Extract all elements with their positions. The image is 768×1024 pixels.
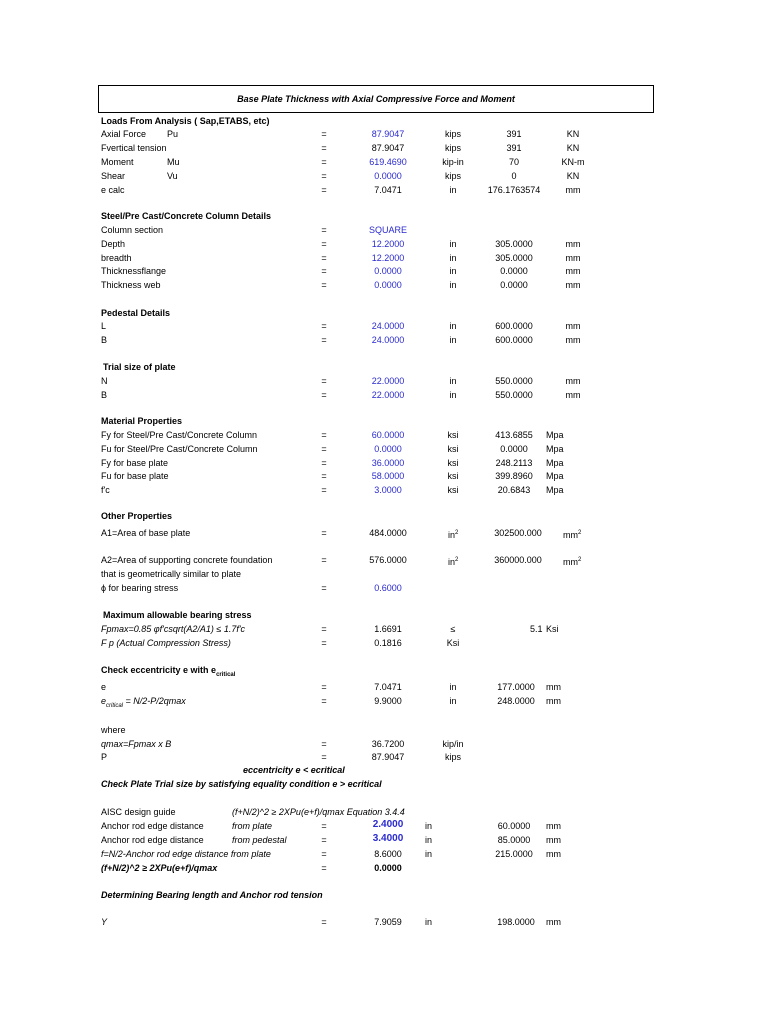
row-value: 87.9047 [371,129,405,139]
row-si-value: 305.0000 [495,239,533,249]
f-si-unit: mm [546,849,561,859]
limit-unit: Ksi [546,624,559,634]
row-label: B [101,335,108,345]
a1-value: 484.0000 [369,528,407,538]
rod-plate-unit: in [425,821,433,831]
row-si-unit: mm [565,376,581,386]
section-pedestal: Pedestal Details [101,308,171,318]
row-label: Fvertical tension [101,143,167,153]
equals-sign: = [321,266,327,276]
equals-sign: = [321,239,327,249]
ecritical-unit: in [449,696,457,706]
p-unit: kips [444,752,462,762]
y-si-unit: mm [546,917,561,927]
p-label: P [101,752,108,762]
equals-sign: = [321,171,327,181]
a2-unit: $in^2$ [448,557,459,567]
row-si-value: 399.8960 [495,471,533,481]
a1-unit: $in^2$ [448,530,459,540]
equals-sign: = [321,444,327,454]
equals-sign: = [321,376,327,386]
equals-sign: = [321,471,327,481]
y-si-value: 198.0000 [497,917,535,927]
row-value: 87.9047 [371,143,405,153]
row-value: 3.0000 [374,485,402,495]
e-label: e [101,682,107,692]
row-si-unit: mm [565,335,581,345]
a2-label-line2: that is geometrically similar to plate [101,569,242,579]
rod-plate-si-unit: mm [546,821,561,831]
row-unit: kips [444,143,462,153]
a2-label: A2=Area of supporting concrete foundation [101,555,273,565]
y-unit: in [425,917,433,927]
rod-pedestal-si-unit: mm [546,835,561,845]
row-unit: in [449,185,457,195]
e-si-unit: mm [546,682,561,692]
row-si-value: 0.0000 [500,266,528,276]
row-value: 12.2000 [371,253,405,263]
row-value: 22.0000 [371,376,405,386]
row-value: 58.0000 [371,471,405,481]
y-label: Y [101,917,108,927]
equals-sign: = [321,849,327,859]
row-si-unit: mm [565,390,581,400]
row-si-unit: mm [565,253,581,263]
qmax-unit: kip/in [442,739,464,749]
ecritical-value: 9.9000 [374,696,402,706]
equals-sign: = [321,225,327,235]
a2-value: 576.0000 [369,555,407,565]
row-si-value: 0.0000 [500,280,528,290]
rod-pedestal-unit: in [425,835,433,845]
qmax-label: qmax=Fpmax x B [101,739,172,749]
row-si-value: 0.0000 [500,444,528,454]
a1-si-unit: $mm^2$ [563,530,582,540]
row-si-value: 550.0000 [495,376,533,386]
row-si-value: 248.2113 [495,458,533,468]
fp-value: 0.1816 [374,638,402,648]
f-unit: in [425,849,433,859]
fp-label: F p (Actual Compression Stress) [101,638,231,648]
row-unit: kip-in [442,157,464,167]
equals-sign: = [321,583,327,593]
row-label: f'c [101,485,110,495]
equals-sign: = [321,863,327,873]
row-unit: in [449,390,457,400]
row-si-unit: Mpa [546,471,564,481]
row-symbol: Vu [167,171,178,181]
row-label: N [101,376,108,386]
row-label: Fu for Steel/Pre Cast/Concrete Column [101,444,258,454]
equals-sign: = [321,458,327,468]
row-si-value: 550.0000 [495,390,533,400]
eccentricity-result: eccentricity e < ecritical [243,765,345,775]
aisc-label: AISC design guide [101,807,176,817]
row-si-unit: KN-m [561,157,585,167]
row-unit: in [449,280,457,290]
phi-value: 0.6000 [374,583,402,593]
row-si-unit: Mpa [546,430,564,440]
row-si-unit: Mpa [546,485,564,495]
equals-sign: = [321,143,327,153]
equals-sign: = [321,129,327,139]
fpmax-value: 1.6691 [374,624,402,634]
rod-plate-label: Anchor rod edge distance [101,821,204,831]
equals-sign: = [321,835,327,845]
row-unit: kips [444,129,462,139]
row-si-value: 176.1763574 [487,185,541,195]
equals-sign: = [321,185,327,195]
row-label: Axial Force [101,129,147,139]
section-material: Material Properties [101,416,183,426]
row-value: 7.0471 [374,185,402,195]
row-unit: in [449,239,457,249]
row-label: Depth [101,239,126,249]
row-symbol: Mu [167,157,180,167]
equals-sign: = [321,321,327,331]
row-value: 24.0000 [371,335,405,345]
equals-sign: = [321,485,327,495]
row-label: Fu for base plate [101,471,169,481]
row-label: Thickness web [101,280,161,290]
equals-sign: = [321,917,327,927]
equals-sign: = [321,752,327,762]
row-value: 22.0000 [371,390,405,400]
row-si-value: 391 [506,129,522,139]
row-unit: ksi [447,458,459,468]
rod-pedestal-from: from pedestal [232,835,287,845]
row-label: Fy for Steel/Pre Cast/Concrete Column [101,430,258,440]
row-label: Column section [101,225,164,235]
row-si-value: 600.0000 [495,321,533,331]
rod-plate-value: 2.4000 [372,819,404,830]
equals-sign: = [321,253,327,263]
fpmax-label: Fpmax=0.85 φf'csqrt(A2/A1) ≤ 1.7f'c [101,624,246,634]
row-value: 0.0000 [374,266,402,276]
row-label: L [101,321,107,331]
section-trial: Trial size of plate [103,362,176,372]
row-si-unit: KN [566,143,580,153]
e-si-value: 177.0000 [497,682,535,692]
row-unit: in [449,376,457,386]
phi-label: ϕ for bearing stress [101,583,179,593]
f-si-value: 215.0000 [495,849,533,859]
e-unit: in [449,682,457,692]
rod-plate-si-value: 60.0000 [497,821,531,831]
section-bearing: Maximum allowable bearing stress [103,610,252,620]
equals-sign: = [321,335,327,345]
section-ecc-check: Check eccentricity e with $e_{critical}$ [101,665,236,678]
row-si-value: 305.0000 [495,253,533,263]
row-value: 0.0000 [374,280,402,290]
equals-sign: = [321,280,327,290]
row-unit: kips [444,171,462,181]
equals-sign: = [321,528,327,538]
rod-pedestal-label: Anchor rod edge distance [101,835,204,845]
a1-si-value: 302500.000 [494,528,542,538]
f-label: f=N/2-Anchor rod edge distance from plate [101,849,271,859]
row-unit: ksi [447,444,459,454]
limit-value: 5.1 [530,624,543,634]
row-unit: ksi [447,485,459,495]
row-si-unit: mm [565,280,581,290]
less-equal-sign: ≤ [450,624,456,634]
row-value: 0.0000 [374,444,402,454]
row-label: Moment [101,157,134,167]
equals-sign: = [321,390,327,400]
row-unit: in [449,266,457,276]
section-plate-check: Check Plate Trial size by satisfying equality condition e > ecritical [101,779,382,789]
row-si-value: 600.0000 [495,335,533,345]
row-value: 619.4690 [369,157,407,167]
f-value: 8.6000 [374,849,402,859]
equals-sign: = [321,739,327,749]
equals-sign: = [321,638,327,648]
row-unit: in [449,335,457,345]
row-value: 60.0000 [371,430,405,440]
row-si-value: 413.6855 [495,430,533,440]
row-symbol: Pu [167,129,179,139]
row-si-unit: Mpa [546,444,564,454]
e-value: 7.0471 [374,682,402,692]
rod-plate-from: from plate [232,821,273,831]
aisc-formula: (f+N/2)^2 ≥ 2XPu(e+f)/qmax Equation 3.4.4 [232,807,405,817]
row-unit: in [449,321,457,331]
row-value: SQUARE [368,225,408,235]
row-si-value: 391 [506,143,522,153]
row-si-value: 0 [511,171,517,181]
equals-sign: = [321,821,327,831]
ecritical-si-value: 248.0000 [497,696,535,706]
row-si-unit: mm [565,185,581,195]
row-si-unit: Mpa [546,458,564,468]
section-loads: Loads From Analysis ( Sap,ETABS, etc) [101,116,270,126]
row-si-unit: mm [565,321,581,331]
row-value: 12.2000 [371,239,405,249]
rod-pedestal-si-value: 85.0000 [497,835,531,845]
section-determining: Determining Bearing length and Anchor rod tension [101,890,323,900]
a2-si-value: 360000.000 [494,555,542,565]
y-value: 7.9059 [374,917,402,927]
row-value: 0.0000 [374,171,402,181]
section-column: Steel/Pre Cast/Concrete Column Details [101,211,272,221]
row-si-unit: KN [566,171,580,181]
a2-si-unit: $mm^2$ [563,557,582,567]
inequality-label: (f+N/2)^2 ≥ 2XPu(e+f)/qmax [101,863,218,873]
row-label: Fy for base plate [101,458,169,468]
row-label: Shear [101,171,126,181]
section-other: Other Properties [101,511,173,521]
a1-label: A1=Area of base plate [101,528,191,538]
title-box [98,85,654,113]
row-unit: ksi [447,471,459,481]
row-value: 24.0000 [371,321,405,331]
equals-sign: = [321,696,327,706]
where-label: where [101,725,126,735]
inequality-value: 0.0000 [374,863,402,873]
qmax-value: 36.7200 [371,739,405,749]
row-si-value: 70 [508,157,520,167]
equals-sign: = [321,430,327,440]
page-title: Base Plate Thickness with Axial Compressive Force and Moment [237,94,515,104]
row-label: breadth [101,253,132,263]
fp-unit: Ksi [446,638,460,648]
equals-sign: = [321,157,327,167]
row-unit: ksi [447,430,459,440]
rod-pedestal-value: 3.4000 [372,833,404,844]
row-si-unit: KN [566,129,580,139]
row-label: Thicknessflange [101,266,167,276]
row-si-unit: mm [565,239,581,249]
p-value: 87.9047 [371,752,405,762]
ecritical-label: $e_{critical} = N/2-P/2qmax$ [101,696,186,709]
row-label: B [101,390,108,400]
row-label: e calc [101,185,125,195]
ecritical-si-unit: mm [546,696,561,706]
row-si-unit: mm [565,266,581,276]
equals-sign: = [321,555,327,565]
row-si-value: 20.6843 [497,485,531,495]
equals-sign: = [321,682,327,692]
equals-sign: = [321,624,327,634]
row-unit: in [449,253,457,263]
row-value: 36.0000 [371,458,405,468]
